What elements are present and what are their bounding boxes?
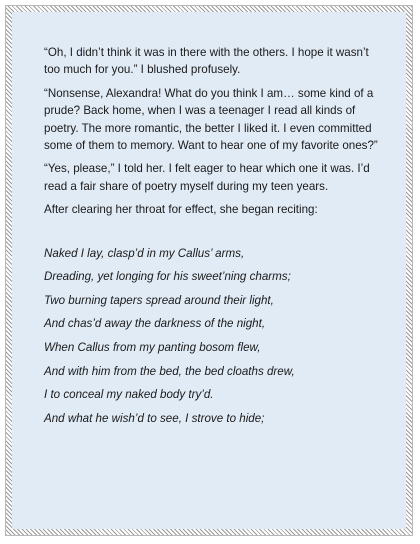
poem-line: Naked I lay, clasp’d in my Callus’ arms, — [44, 246, 245, 260]
text-body — [44, 44, 380, 433]
poem-line: And chas’d away the darkness of the night, — [44, 317, 266, 331]
paragraph: “Nonsense, Alexandra! What do you think I am… some kind of a prude? Back home, when I was a teenager I read all kinds of poetry. The more romantic, the better I liked it. I even committed some of them to memory. Want to hear one of my favorite ones?” — [44, 86, 378, 153]
poem-line: Dreading, yet longing for his sweet’ning charms; — [44, 270, 291, 284]
poem — [44, 245, 380, 428]
paragraph: “Yes, please,” I told her. I felt eager to hear which one it was. I’d read a fair share of poetry myself during my teen years. — [44, 162, 370, 193]
poem-line: I to conceal my naked body try’d. — [44, 388, 214, 402]
poem-line: Two burning tapers spread around their light, — [44, 293, 274, 307]
poem-line: And what he wish’d to see, I strove to hide; — [44, 411, 265, 425]
paragraph: “Oh, I didn’t think it was in there with the others. I hope it wasn’t too much for you.” I blushed profusely. — [44, 46, 369, 77]
paragraph: After clearing her throat for effect, she began reciting: — [44, 203, 318, 217]
spacer — [44, 225, 380, 245]
poem-line: When Callus from my panting bosom flew, — [44, 341, 261, 355]
poem-line: And with him from the bed, the bed cloaths drew, — [44, 364, 295, 378]
